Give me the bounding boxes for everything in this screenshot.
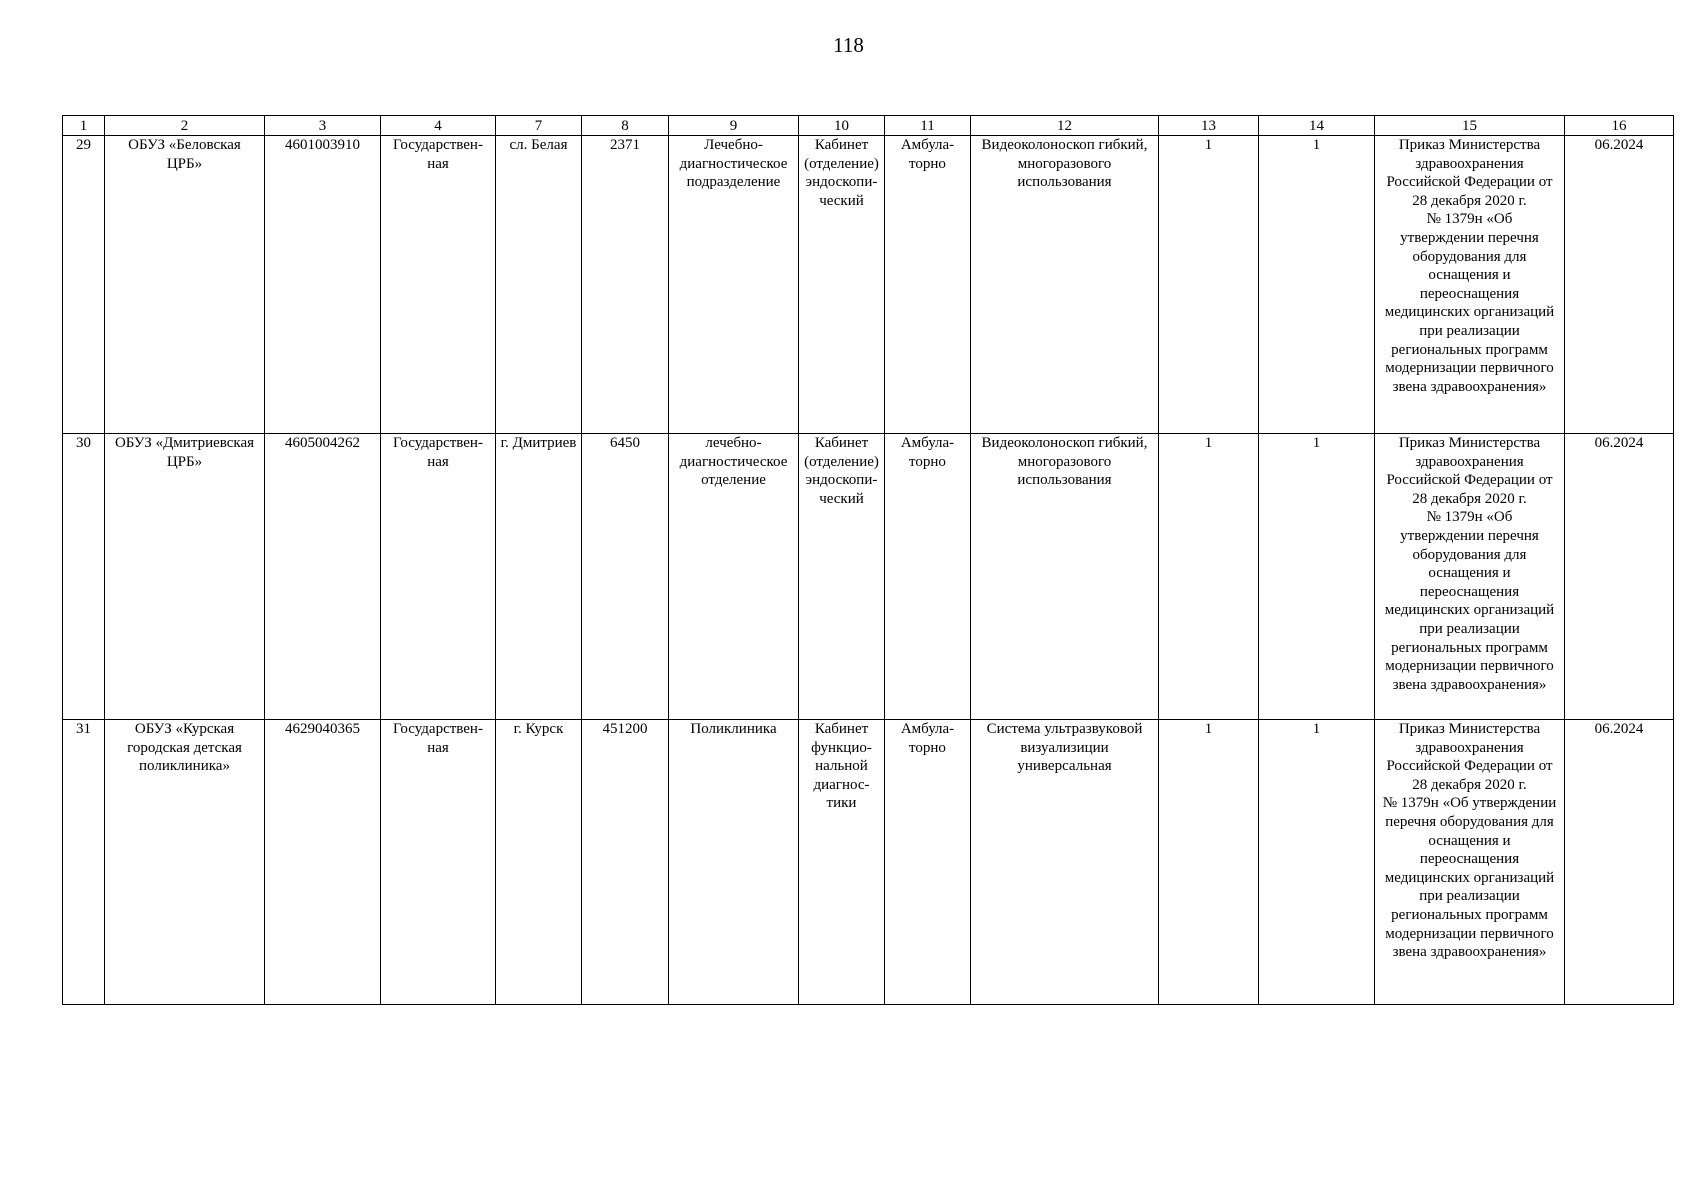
- row-number-cell: 29: [63, 136, 105, 434]
- department-cell: Кабинет (отделение) эндоскопи- ческий: [799, 136, 885, 434]
- ownership-cell: Государствен- ная: [381, 720, 496, 1005]
- subdivision-cell: Поликлиника: [669, 720, 799, 1005]
- ownership-cell: Государствен- ная: [381, 136, 496, 434]
- quantity-cell: 1: [1159, 434, 1259, 720]
- column-number-header: 10: [799, 116, 885, 136]
- quantity-cell: 1: [1259, 720, 1375, 1005]
- department-cell: Кабинет (отделение) эндоскопи- ческий: [799, 434, 885, 720]
- column-number-header: 13: [1159, 116, 1259, 136]
- column-number-header: 9: [669, 116, 799, 136]
- quantity-cell: 1: [1259, 136, 1375, 434]
- ownership-cell: Государствен- ная: [381, 434, 496, 720]
- population-cell: 6450: [582, 434, 669, 720]
- column-number-header: 15: [1375, 116, 1565, 136]
- organization-cell: ОБУЗ «Дмитриевская ЦРБ»: [105, 434, 265, 720]
- column-number-header: 3: [265, 116, 381, 136]
- table-row: [63, 720, 1674, 1005]
- column-number-header: 16: [1565, 116, 1674, 136]
- quantity-cell: 1: [1259, 434, 1375, 720]
- inn-cell: 4629040365: [265, 720, 381, 1005]
- care-conditions-cell: Амбула- торно: [885, 720, 971, 1005]
- organization-cell: ОБУЗ «Курская городская детская поликлиника»: [105, 720, 265, 1005]
- population-cell: 2371: [582, 136, 669, 434]
- equipment-table: [62, 115, 1674, 1005]
- date-cell: 06.2024: [1565, 136, 1674, 434]
- subdivision-cell: Лечебно- диагностическое подразделение: [669, 136, 799, 434]
- department-cell: Кабинет функцио- нальной диагнос- тики: [799, 720, 885, 1005]
- table-header: [63, 116, 1674, 136]
- column-number-header: 11: [885, 116, 971, 136]
- column-number-header: 14: [1259, 116, 1375, 136]
- quantity-cell: 1: [1159, 136, 1259, 434]
- date-cell: 06.2024: [1565, 720, 1674, 1005]
- regulation-cell: Приказ Министерства здравоохранения Российской Федерации от 28 декабря 2020 г. № 1379н «Об утверждении перечня оборудования для оснащения и переоснащения медицинских организаций при реализации региональных программ модернизации первичного звена здравоохранения»: [1375, 434, 1565, 720]
- quantity-cell: 1: [1159, 720, 1259, 1005]
- column-number-header: 7: [496, 116, 582, 136]
- row-number-cell: 30: [63, 434, 105, 720]
- locality-cell: г. Дмитриев: [496, 434, 582, 720]
- table-row: [63, 136, 1674, 434]
- care-conditions-cell: Амбула- торно: [885, 136, 971, 434]
- equipment-name-cell: Видеоколоноскоп гибкий, многоразового использования: [971, 434, 1159, 720]
- inn-cell: 4605004262: [265, 434, 381, 720]
- date-cell: 06.2024: [1565, 434, 1674, 720]
- care-conditions-cell: Амбула- торно: [885, 434, 971, 720]
- locality-cell: г. Курск: [496, 720, 582, 1005]
- subdivision-cell: лечебно- диагностическое отделение: [669, 434, 799, 720]
- column-number-header: 1: [63, 116, 105, 136]
- equipment-name-cell: Система ультразвуковой визуализиции универсальная: [971, 720, 1159, 1005]
- column-number-header: 12: [971, 116, 1159, 136]
- locality-cell: сл. Белая: [496, 136, 582, 434]
- column-number-header: 4: [381, 116, 496, 136]
- inn-cell: 4601003910: [265, 136, 381, 434]
- organization-cell: ОБУЗ «Беловская ЦРБ»: [105, 136, 265, 434]
- population-cell: 451200: [582, 720, 669, 1005]
- regulation-cell: Приказ Министерства здравоохранения Российской Федерации от 28 декабря 2020 г. № 1379н «Об утверждении перечня оборудования для оснащения и переоснащения медицинских организаций при реализации региональных программ модернизации первичного звена здравоохранения»: [1375, 136, 1565, 434]
- header-row: [63, 116, 1674, 136]
- regulation-cell: Приказ Министерства здравоохранения Российской Федерации от 28 декабря 2020 г. № 1379н «Об утверждении перечня оборудования для оснащения и переоснащения медицинских организаций при реализации региональных программ модернизации первичного звена здравоохранения»: [1375, 720, 1565, 1005]
- equipment-name-cell: Видеоколоноскоп гибкий, многоразового использования: [971, 136, 1159, 434]
- table-body: [63, 136, 1674, 1005]
- column-number-header: 8: [582, 116, 669, 136]
- table-row: [63, 434, 1674, 720]
- column-number-header: 2: [105, 116, 265, 136]
- row-number-cell: 31: [63, 720, 105, 1005]
- page-number: 118: [833, 33, 864, 57]
